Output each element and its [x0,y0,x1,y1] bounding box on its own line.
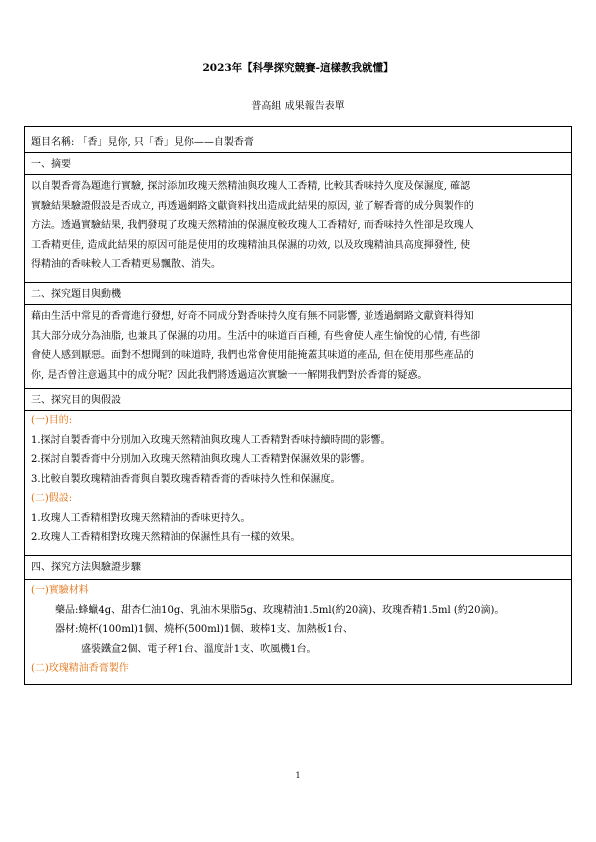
goal-item: 1.探討自製香膏中分別加入玫瑰天然精油與玫瑰人工香精對香味持續時間的影響。 [31,434,391,446]
abstract-line: 得精油的香味較人工香精更易飄散、消失。 [31,259,221,270]
document-title: 2023年【科學探究競賽-這樣教我就懂】 [202,62,394,74]
row-divider [25,388,571,389]
section-heading-abstract: 一、摘要 [31,159,71,170]
section-heading-method: 四、探究方法與驗證步驟 [31,562,141,573]
hypothesis-item: 1.玫瑰人工香精相對玫瑰天然精油的香味更持久。 [31,512,251,524]
motivation-line: 藉由生活中常見的香膏進行發想, 好奇不同成分對香味持久度有無不同影響, 並透過網路文獻資料得知 [31,311,474,322]
motivation-line: 其大部分成分為油脂, 也兼具了保濕的功用。生活中的味道百百種, 有些會使人產生愉悅的心情, 有些卻 [31,330,481,342]
document-subtitle: 普高組 成果報告表單 [251,101,345,112]
row-divider [25,304,571,305]
production-label: (二)玫瑰精油香膏製作 [31,663,129,674]
method-content [31,581,567,679]
purpose-content [31,411,567,548]
goal-item: 3.比較自製玫瑰精油香膏與自製玫瑰香精香膏的香味持久性和保濕度。 [31,473,341,485]
motivation-paragraph [31,307,567,385]
goal-label: (一)目的: [31,415,73,426]
row-divider [25,174,571,175]
materials-label: (一)實驗材料 [31,585,89,596]
row-divider [25,282,571,283]
abstract-line: 實驗結果驗證假設是否成立, 再透過網路文獻資料找出造成此結果的原因, 並了解香膏的成分與製作的 [31,200,474,212]
section-heading-purpose: 三、探究目的與假設 [31,395,121,406]
row-divider [25,579,571,580]
reagents-line: 藥品:蜂蠟4g、甜杏仁油10g、乳油木果脂5g、玫瑰精油1.5ml(約20滴)、玫瑰香精1.5ml (約20滴)。 [55,604,505,616]
abstract-line: 工香精更佳, 造成此結果的原因可能是使用的玫瑰精油具保濕的功效, 以及玫瑰精油具高度揮發性, 使 [31,239,471,251]
motivation-line: 會使人感到厭惡。面對不想聞到的味道時, 我們也常會使用能掩蓋其味道的產品, 但在使用那些產品的 [31,350,474,361]
motivation-line: 你, 是否曾注意過其中的成分呢？因此我們將透過這次實驗一一解開我們對於香膏的疑惑。 [31,369,428,381]
row-divider [25,555,571,556]
abstract-line: 方法。透過實驗結果, 我們發現了玫瑰天然精油的保濕度較玫瑰人工香精好, 而香味持久性卻是玫瑰人 [31,220,474,231]
topic-title: 題目名稱: 「香」見你, 只「香」見你——自製香膏 [31,137,254,148]
report-form-table [24,126,572,685]
equipment-line: 盛裝鐵盒2個、電子秤1台、溫度計1支、吹風機1台。 [81,643,317,655]
abstract-line: 以自製香膏為題進行實驗, 探討添加玫瑰天然精油與玫瑰人工香精, 比較其香味持久度及保濕度, 確認 [31,181,471,192]
equipment-line: 器材:燒杯(100ml)1個、燒杯(500ml)1個、玻棒1支、加熱板1台、 [55,624,353,635]
page-number: 1 [295,771,301,780]
abstract-paragraph [31,177,567,275]
hypothesis-label: (二)假設: [31,493,73,504]
row-divider [25,152,571,153]
goal-item: 2.探討自製香膏中分別加入玫瑰天然精油與玫瑰人工香精對保濕效果的影響。 [31,454,371,465]
section-heading-motivation: 二、探究題目與動機 [31,289,121,300]
hypothesis-item: 2.玫瑰人工香精相對玫瑰天然精油的保濕性具有一樣的效果。 [31,532,301,543]
